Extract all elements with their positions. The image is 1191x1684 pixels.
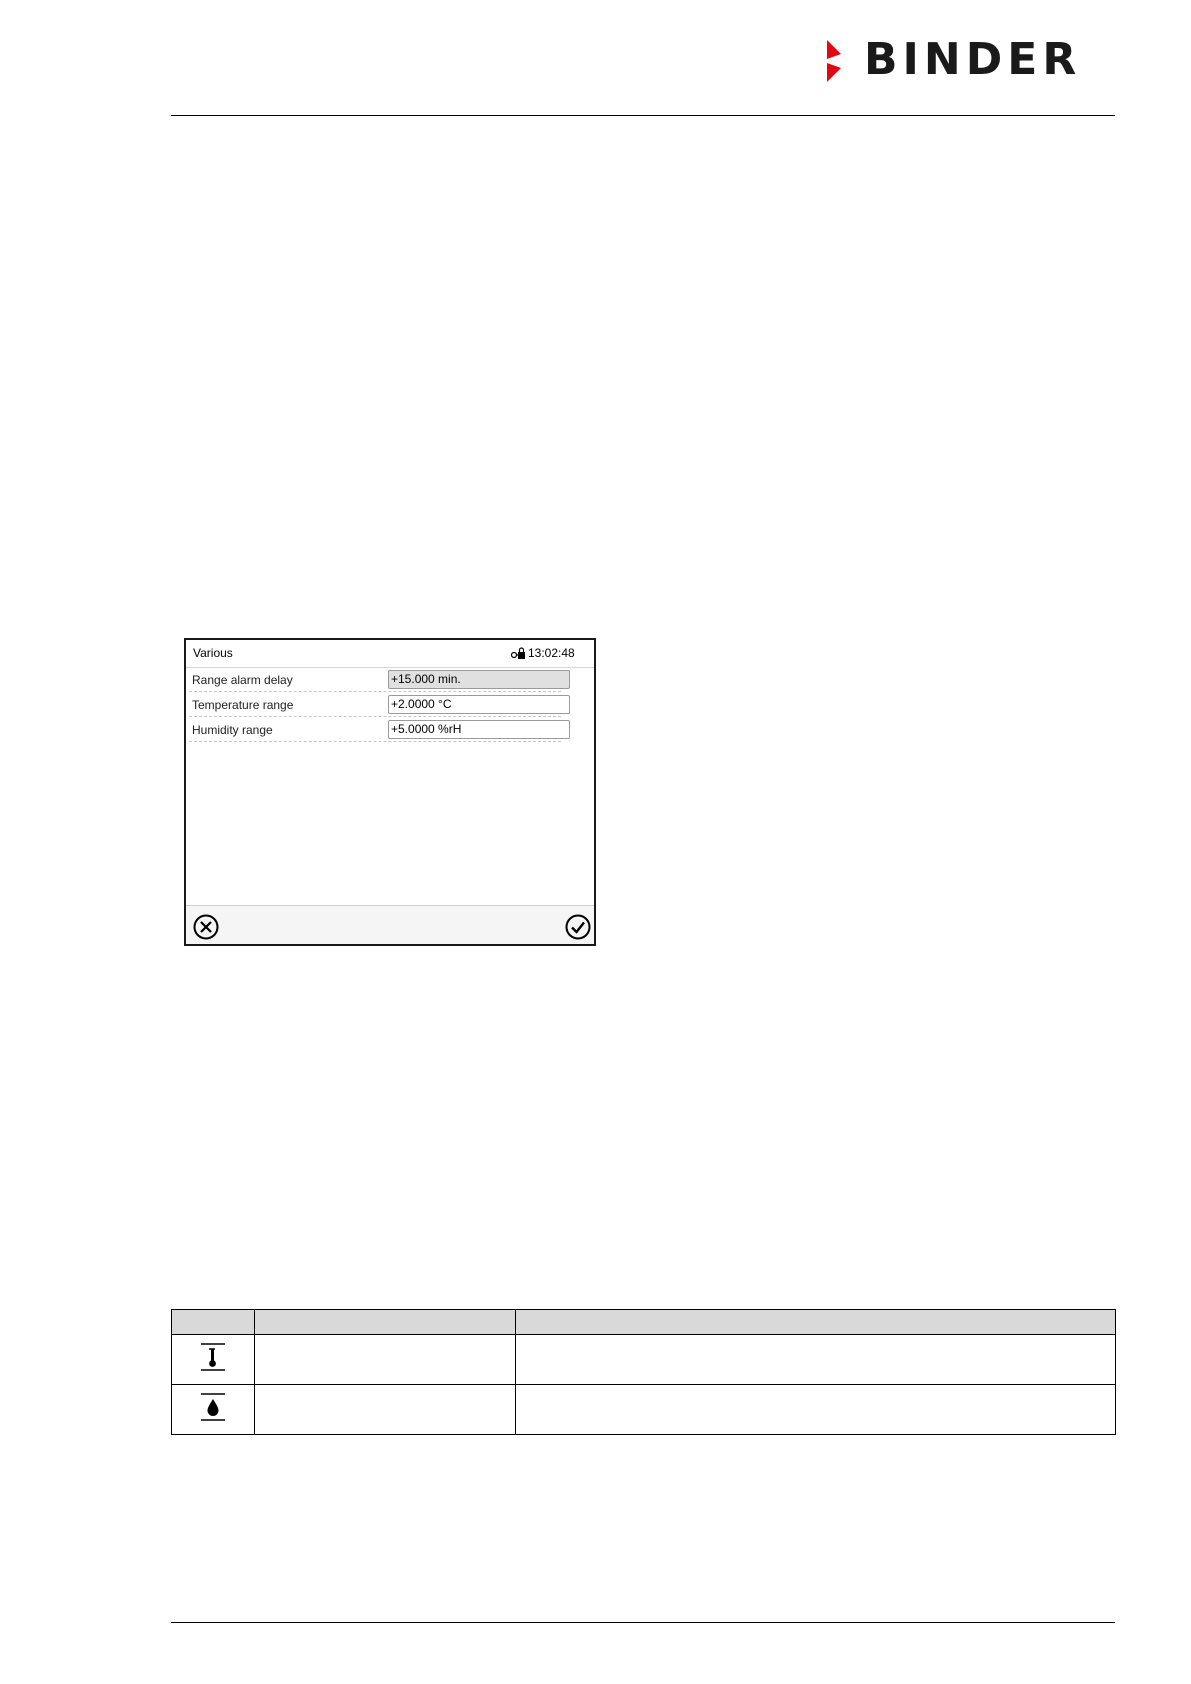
table-cell (516, 1335, 1116, 1385)
table-header-cell (255, 1310, 516, 1335)
temperature-range-icon (199, 1342, 227, 1372)
table-header-row (172, 1310, 1116, 1335)
humidity-range-icon (199, 1392, 227, 1422)
param-label: Humidity range (192, 723, 273, 737)
range-alarm-delay-field[interactable]: +15.000 min. (388, 670, 570, 689)
param-row-humidity-range (189, 717, 561, 742)
table-cell (255, 1335, 516, 1385)
controller-screen (184, 638, 596, 946)
table-icon-cell (172, 1335, 255, 1385)
cancel-icon[interactable] (193, 914, 219, 940)
table-cell (255, 1385, 516, 1435)
screen-footer (186, 905, 594, 944)
table-header-cell (172, 1310, 255, 1335)
table-row (172, 1335, 1116, 1385)
screen-title: Various (193, 646, 233, 660)
param-row-temperature-range (189, 692, 561, 717)
humidity-range-field[interactable]: +5.0000 %rH (388, 720, 570, 739)
footer-rule (171, 1622, 1115, 1623)
logo-mark-icon (824, 40, 858, 82)
temperature-range-field[interactable]: +2.0000 °C (388, 695, 570, 714)
table-icon-cell (172, 1385, 255, 1435)
lock-icon (511, 647, 525, 660)
table-cell (516, 1385, 1116, 1435)
header-rule (171, 115, 1115, 116)
screen-header (186, 640, 594, 668)
confirm-icon[interactable] (565, 914, 591, 940)
table-row (172, 1385, 1116, 1435)
param-label: Temperature range (192, 698, 294, 712)
table-header-cell (516, 1310, 1116, 1335)
param-label: Range alarm delay (192, 673, 293, 687)
param-row-range-alarm-delay (189, 667, 561, 692)
screen-clock: 13:02:48 (528, 646, 575, 660)
logo-text: BINDER (864, 34, 1082, 85)
icon-table (171, 1309, 1116, 1435)
binder-logo (824, 34, 1114, 85)
